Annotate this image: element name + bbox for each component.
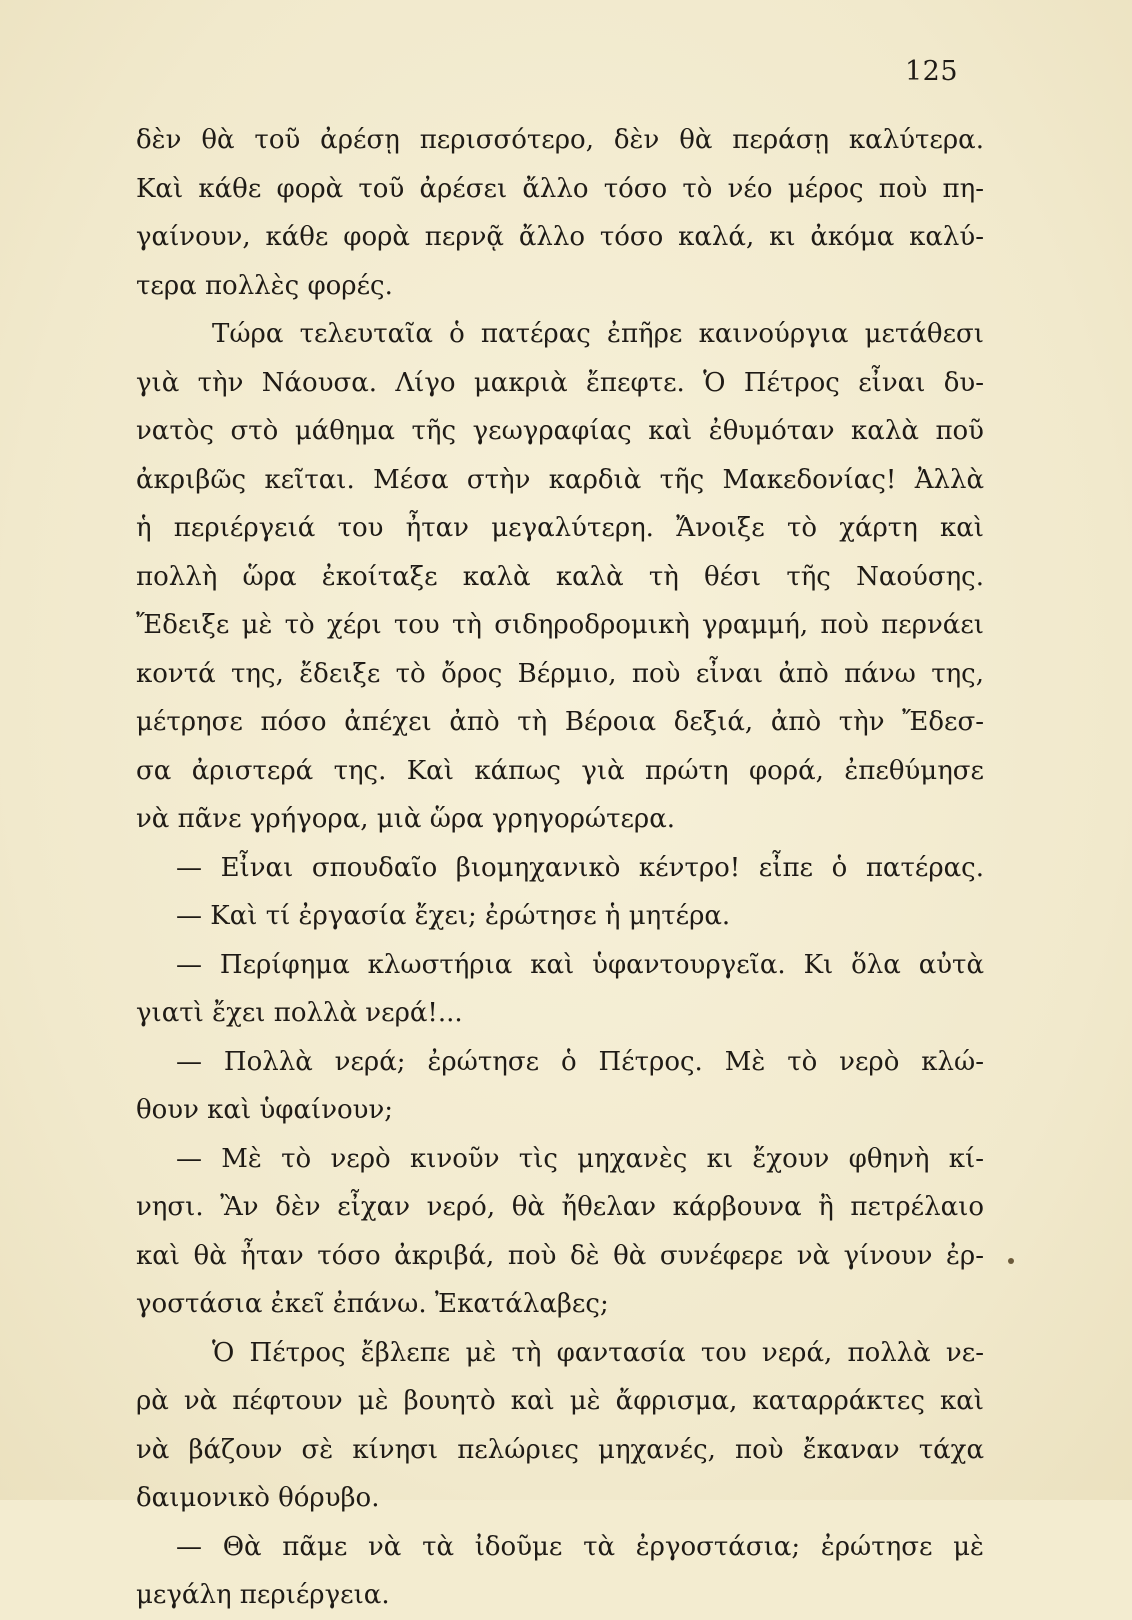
text-line: καὶ θὰ ἦταν τόσο ἀκριβά, ποὺ δὲ θὰ συνέφερε νὰ γίνουν ἐρ-: [136, 1240, 984, 1271]
text-line: ρὰ νὰ πέφτουν μὲ βουητὸ καὶ μὲ ἄφρισμα, καταρράκτες καὶ: [136, 1386, 984, 1416]
text-line: νὰ βάζουν σὲ κίνησι πελώριες μηχανές, ποὺ ἔκαναν τάχα: [136, 1434, 984, 1465]
text-line: νὰ πᾶνε γρήγορα, μιὰ ὥρα γρηγορώτερα.: [136, 804, 676, 834]
text-line: μεγάλη περιέργεια.: [136, 1580, 390, 1610]
text-line: γιατὶ ἔχει πολλὰ νερά!...: [136, 998, 463, 1028]
text-line: κοντά της, ἔδειξε τὸ ὄρος Βέρμιο, ποὺ εἶναι ἀπὸ πάνω της,: [136, 658, 984, 689]
dialogue-line: — Καὶ τί ἐργασία ἔχει; ἐρώτησε ἡ μητέρα.: [176, 901, 731, 931]
text-line: ἀκριβῶς κεῖται. Μέσα στὴν καρδιὰ τῆς Μακεδονίας! Ἀλλὰ: [136, 464, 984, 495]
text-line: Τώρα τελευταῖα ὁ πατέρας ἐπῆρε καινούργια μετάθεσι: [212, 319, 984, 349]
ink-spot: [1008, 1258, 1014, 1264]
text-line: γιὰ τὴν Νάουσα. Λίγο μακριὰ ἔπεφτε. Ὁ Πέτρος εἶναι δυ-: [136, 367, 984, 398]
text-line: δὲν θὰ τοῦ ἀρέσῃ περισσότερο, δὲν θὰ περάσῃ καλύτερα.: [136, 125, 984, 155]
text-line: σα ἀριστερά της. Καὶ κάπως γιὰ πρώτη φορά, ἐπεθύμησε: [136, 755, 984, 786]
page-number: 125: [905, 56, 959, 87]
dialogue-line: — Μὲ τὸ νερὸ κινοῦν τὶς μηχανὲς κι ἔχουν φθηνὴ κί-: [176, 1143, 984, 1174]
dialogue-line: — Θὰ πᾶμε νὰ τὰ ἰδοῦμε τὰ ἐργοστάσια; ἐρώτησε μὲ: [176, 1531, 984, 1562]
dialogue-line: — Περίφημα κλωστήρια καὶ ὑφαντουργεῖα. Κι ὅλα αὐτὰ: [176, 949, 984, 980]
dialogue-line: — Πολλὰ νερά; ἐρώτησε ὁ Πέτρος. Μὲ τὸ νερὸ κλώ-: [176, 1046, 984, 1077]
text-line: Ἔδειξε μὲ τὸ χέρι του τὴ σιδηροδρομικὴ γραμμή, ποὺ περνάει: [136, 610, 984, 640]
text-line: Ὁ Πέτρος ἔβλεπε μὲ τὴ φαντασία του νερά, πολλὰ νε-: [212, 1337, 984, 1368]
body-text: [136, 116, 984, 1620]
text-line: ἡ περιέργειά του ἦταν μεγαλύτερη. Ἄνοιξε τὸ χάρτη καὶ: [136, 513, 984, 543]
text-line: δαιμονικὸ θόρυβο.: [136, 1483, 380, 1513]
text-line: μέτρησε πόσο ἀπέχει ἀπὸ τὴ Βέροια δεξιά, ἀπὸ τὴν Ἔδεσ-: [136, 707, 984, 737]
text-line: τερα πολλὲς φορές.: [136, 270, 393, 301]
dialogue-line: — Εἶναι σπουδαῖο βιομηχανικὸ κέντρο! εἶπε ὁ πατέρας.: [176, 852, 984, 883]
text-line: γαίνουν, κάθε φορὰ περνᾷ ἄλλο τόσο καλά, κι ἀκόμα καλύ-: [136, 222, 984, 252]
text-line: νησι. Ἂν δὲν εἶχαν νερό, θὰ ἤθελαν κάρβουνα ἢ πετρέλαιο: [136, 1192, 984, 1222]
text-line: θουν καὶ ὑφαίνουν;: [136, 1095, 394, 1125]
text-line: πολλὴ ὥρα ἐκοίταξε καλὰ καλὰ τὴ θέσι τῆς Ναούσης.: [136, 561, 984, 592]
text-line: γοστάσια ἐκεῖ ἐπάνω. Ἐκατάλαβες;: [136, 1289, 609, 1319]
text-line: νατὸς στὸ μάθημα τῆς γεωγραφίας καὶ ἐθυμόταν καλὰ ποῦ: [136, 416, 984, 446]
text-line: Καὶ κάθε φορὰ τοῦ ἀρέσει ἄλλο τόσο τὸ νέο μέρος ποὺ πη-: [136, 173, 984, 204]
